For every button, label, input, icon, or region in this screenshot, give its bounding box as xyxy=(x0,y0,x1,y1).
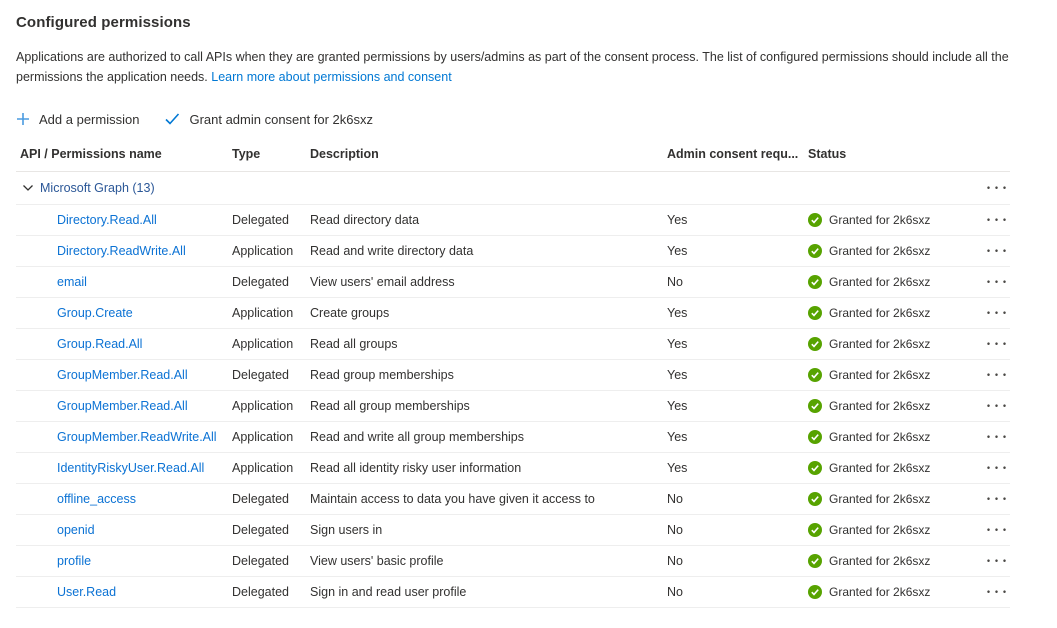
check-circle-icon xyxy=(808,430,822,444)
row-menu-ellipsis-icon[interactable]: ••• xyxy=(982,494,1010,507)
row-menu-ellipsis-icon[interactable]: ••• xyxy=(982,556,1010,569)
table-header-row xyxy=(16,145,1010,172)
status-text: Granted for 2k6sxz xyxy=(829,399,931,413)
row-menu-ellipsis-icon[interactable]: ••• xyxy=(982,463,1010,476)
status-text: Granted for 2k6sxz xyxy=(829,461,931,475)
admin-consent-required-value: Yes xyxy=(667,368,688,382)
row-menu-ellipsis-icon[interactable]: ••• xyxy=(982,308,1010,321)
check-circle-icon xyxy=(808,275,822,289)
check-circle-icon xyxy=(808,585,822,599)
permission-name-link[interactable]: Directory.Read.All xyxy=(57,213,157,227)
status-text: Granted for 2k6sxz xyxy=(829,492,931,506)
check-circle-icon xyxy=(808,523,822,537)
permission-name-link[interactable]: IdentityRiskyUser.Read.All xyxy=(57,461,205,475)
grant-admin-consent-button[interactable] xyxy=(165,112,373,127)
permission-description: Create groups xyxy=(310,306,390,320)
permission-description: View users' basic profile xyxy=(310,554,444,568)
status-text: Granted for 2k6sxz xyxy=(829,554,931,568)
status-text: Granted for 2k6sxz xyxy=(829,430,931,444)
admin-consent-required-value: Yes xyxy=(667,337,688,351)
status-text: Granted for 2k6sxz xyxy=(829,337,931,351)
row-menu-ellipsis-icon[interactable]: ••• xyxy=(982,525,1010,538)
column-header-admin-consent: Admin consent requ... xyxy=(667,147,799,161)
description-text: Applications are authorized to call APIs when they are granted permissions by users/admins as part of the consent process. The list of configured permissions should include all the permissions the application needs. xyxy=(16,50,1009,84)
permission-description: Read all group memberships xyxy=(310,399,470,413)
permission-type: Delegated xyxy=(232,554,289,568)
permission-type: Delegated xyxy=(232,275,289,289)
status-text: Granted for 2k6sxz xyxy=(829,368,931,382)
check-circle-icon xyxy=(808,461,822,475)
description xyxy=(16,47,1028,87)
checkmark-icon xyxy=(165,113,180,125)
row-menu-ellipsis-icon[interactable]: ••• xyxy=(982,401,1010,414)
row-menu-ellipsis-icon[interactable]: ••• xyxy=(982,587,1010,600)
table-row xyxy=(16,267,1010,298)
permission-type: Application xyxy=(232,461,294,475)
permission-description: Sign users in xyxy=(310,523,383,537)
table-row xyxy=(16,484,1010,515)
table-row xyxy=(16,298,1010,329)
permission-description: Read and write directory data xyxy=(310,244,474,258)
permission-name-link[interactable]: profile xyxy=(57,554,92,568)
table-row xyxy=(16,360,1010,391)
status-text: Granted for 2k6sxz xyxy=(829,306,931,320)
table-row xyxy=(16,236,1010,267)
permission-name-link[interactable]: Directory.ReadWrite.All xyxy=(57,244,186,258)
permission-type: Delegated xyxy=(232,213,289,227)
admin-consent-required-value: Yes xyxy=(667,430,688,444)
permission-type: Application xyxy=(232,399,294,413)
row-menu-ellipsis-icon[interactable]: ••• xyxy=(982,370,1010,383)
admin-consent-required-value: Yes xyxy=(667,244,688,258)
permission-name-link[interactable]: Group.Read.All xyxy=(57,337,143,351)
row-menu-ellipsis-icon[interactable]: ••• xyxy=(982,215,1010,228)
status-text: Granted for 2k6sxz xyxy=(829,523,931,537)
permission-name-link[interactable]: Group.Create xyxy=(57,306,133,320)
admin-consent-required-value: Yes xyxy=(667,399,688,413)
permission-type: Application xyxy=(232,306,294,320)
permission-description: Read directory data xyxy=(310,213,420,227)
group-label-link[interactable]: Microsoft Graph (13) xyxy=(40,181,155,195)
permission-name-link[interactable]: GroupMember.Read.All xyxy=(57,399,188,413)
admin-consent-required-value: Yes xyxy=(667,306,688,320)
table-row xyxy=(16,422,1010,453)
permission-description: Maintain access to data you have given it access to xyxy=(310,492,595,506)
permission-type: Delegated xyxy=(232,368,289,382)
admin-consent-required-value: No xyxy=(667,492,683,506)
check-circle-icon xyxy=(808,492,822,506)
permission-name-link[interactable]: offline_access xyxy=(57,492,136,506)
group-menu-ellipsis-icon[interactable]: ••• xyxy=(982,183,1010,196)
table-row xyxy=(16,391,1010,422)
column-header-description: Description xyxy=(310,147,379,161)
permission-description: Read and write all group memberships xyxy=(310,430,524,444)
group-row-microsoft-graph xyxy=(16,172,1010,205)
status-text: Granted for 2k6sxz xyxy=(829,213,931,227)
add-permission-label: Add a permission xyxy=(39,111,140,127)
permission-description: View users' email address xyxy=(310,275,455,289)
admin-consent-required-value: Yes xyxy=(667,213,688,227)
permission-type: Delegated xyxy=(232,585,289,599)
column-header-type: Type xyxy=(232,147,261,161)
permission-type: Application xyxy=(232,430,294,444)
table-row xyxy=(16,546,1010,577)
permission-name-link[interactable]: GroupMember.Read.All xyxy=(57,368,188,382)
permission-description: Read group memberships xyxy=(310,368,454,382)
grant-admin-consent-label: Grant admin consent for 2k6sxz xyxy=(189,111,373,127)
check-circle-icon xyxy=(808,337,822,351)
permissions-table xyxy=(16,145,1010,608)
add-permission-button[interactable] xyxy=(16,112,139,127)
permission-description: Sign in and read user profile xyxy=(310,585,467,599)
table-body xyxy=(16,205,1010,608)
check-circle-icon xyxy=(808,368,822,382)
row-menu-ellipsis-icon[interactable]: ••• xyxy=(982,246,1010,259)
check-circle-icon xyxy=(808,399,822,413)
table-row xyxy=(16,577,1010,608)
permission-description: Read all identity risky user information xyxy=(310,461,522,475)
toolbar xyxy=(16,107,1041,131)
table-row xyxy=(16,515,1010,546)
learn-more-link[interactable]: Learn more about permissions and consent xyxy=(211,70,452,84)
admin-consent-required-value: No xyxy=(667,523,683,537)
admin-consent-required-value: No xyxy=(667,585,683,599)
permission-description: Read all groups xyxy=(310,337,398,351)
check-circle-icon xyxy=(808,554,822,568)
row-menu-ellipsis-icon[interactable]: ••• xyxy=(982,432,1010,445)
table-row xyxy=(16,205,1010,236)
admin-consent-required-value: Yes xyxy=(667,461,688,475)
check-circle-icon xyxy=(808,306,822,320)
permission-type: Application xyxy=(232,244,294,258)
table-row xyxy=(16,329,1010,360)
permission-type: Delegated xyxy=(232,523,289,537)
permission-type: Delegated xyxy=(232,492,289,506)
permission-name-link[interactable]: email xyxy=(57,275,87,289)
column-header-api-permissions-name: API / Permissions name xyxy=(20,147,162,161)
status-text: Granted for 2k6sxz xyxy=(829,585,931,599)
chevron-down-icon[interactable] xyxy=(22,182,34,194)
permission-type: Application xyxy=(232,337,294,351)
permission-name-link[interactable]: openid xyxy=(57,523,95,537)
column-header-status: Status xyxy=(808,147,847,161)
plus-icon xyxy=(16,112,30,126)
check-circle-icon xyxy=(808,244,822,258)
admin-consent-required-value: No xyxy=(667,275,683,289)
row-menu-ellipsis-icon[interactable]: ••• xyxy=(982,277,1010,290)
status-text: Granted for 2k6sxz xyxy=(829,244,931,258)
row-menu-ellipsis-icon[interactable]: ••• xyxy=(982,339,1010,352)
check-circle-icon xyxy=(808,213,822,227)
admin-consent-required-value: No xyxy=(667,554,683,568)
page-title: Configured permissions xyxy=(16,14,191,31)
permission-name-link[interactable]: User.Read xyxy=(57,585,117,599)
table-row xyxy=(16,453,1010,484)
status-text: Granted for 2k6sxz xyxy=(829,275,931,289)
permission-name-link[interactable]: GroupMember.ReadWrite.All xyxy=(57,430,217,444)
